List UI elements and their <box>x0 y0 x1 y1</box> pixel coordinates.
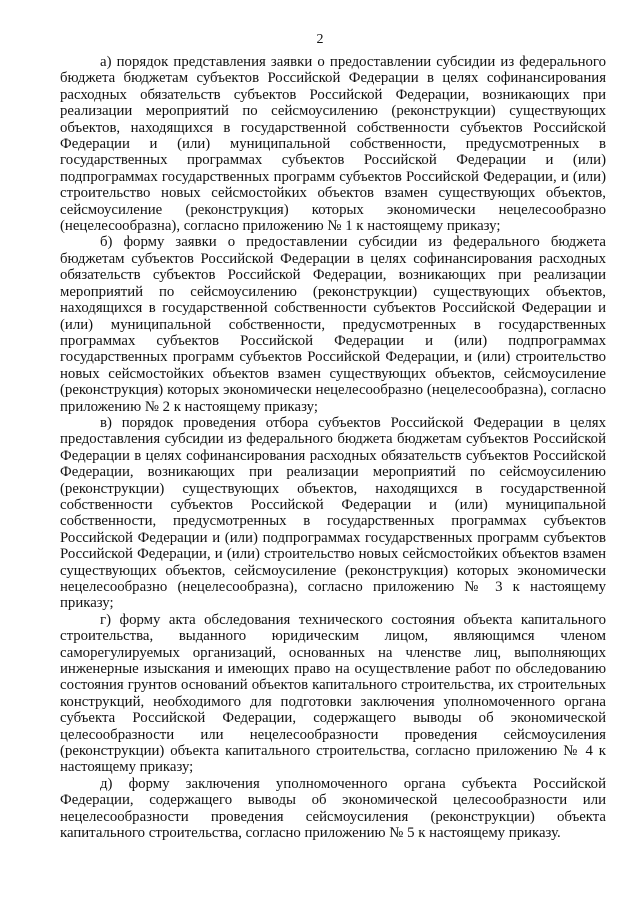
document-body <box>60 54 606 842</box>
paragraph-d: д) форму заключения уполномоченного органа субъекта Российской Федерации, содержащего выводы об экономической целесообразности или нецелесообразности проведения сейсмоусиления (реконструкции) объекта капитального строительства, согласно приложению № 5 к настоящему приказу. <box>60 775 606 842</box>
page-number: 2 <box>316 32 324 47</box>
paragraph-a: а) порядок представления заявки о предоставлении субсидии из федерального бюджета бюджетам субъектов Российской Федерации в целях софинансирования расходных обязательств субъектов Российской Федерации, возникающих при реализации мероприятий по сейсмоусилению (реконструкции) существующих объектов, находящихся в государственной собственности субъектов Российской Федерации и (или) муниципальной собственности, предусмотренных в государственных программах субъектов Российской Федерации и (или) подпрограммах государственных программ субъектов Российской Федерации, и (или) строительство новых сейсмостойких объектов взамен существующих объектов, сейсмоусиление (реконструкция) которых экономически нецелесообразно (нецелесообразна), согласно приложению № 1 к настоящему приказу; <box>60 54 606 235</box>
paragraph-v: в) порядок проведения отбора субъектов Российской Федерации в целях предоставления субсидии из федерального бюджета бюджетам субъектов Российской Федерации в целях софинансирования расходных обязательств субъектов Российской Федерации, возникающих при реализации мероприятий по сейсмоусилению (реконструкции) существующих объектов, находящихся в государственной собственности субъектов Российской Федерации и (или) муниципальной собственности, предусмотренных в государственных программах субъектов Российской Федерации и (или) подпрограммах государственных программ субъектов Российской Федерации, и (или) строительство новых сейсмостойких объектов взамен существующих объектов, сейсмоусиление (реконструкция) которых экономически нецелесообразно (нецелесообразна), согласно приложению № 3 к настоящему приказу; <box>60 414 606 612</box>
paragraph-g: г) форму акта обследования технического состояния объекта капитального строительства, выданного юридическим лицом, являющимся членом саморегулируемых организаций, основанных на членстве лиц, выполняющих инженерные изыскания и имеющих право на осуществление работ по обследованию состояния грунтов оснований объектов капитального строительства, их строительных конструкций, необходимого для подготовки заключения уполномоченного органа субъекта Российской Федерации, содержащего выводы об экономической целесообразности или нецелесообразности проведения сейсмоусиления (реконструкции) объекта капитального строительства, согласно приложению № 4 к настоящему приказу; <box>60 611 606 776</box>
paragraph-b: б) форму заявки о предоставлении субсидии из федерального бюджета бюджетам субъектов Российской Федерации в целях софинансирования расходных обязательств субъектов Российской Федерации, возникающих при реализации мероприятий по сейсмоусилению (реконструкции) существующих объектов, находящихся в государственной собственности субъектов Российской Федерации и (или) муниципальной собственности, предусмотренных в государственных программах субъектов Российской Федерации и (или) подпрограммах государственных программ субъектов Российской Федерации, и (или) строительство новых сейсмостойких объектов взамен существующих объектов, сейсмоусиление (реконструкция) которых экономически нецелесообразно (нецелесообразна), согласно приложению № 2 к настоящему приказу; <box>60 234 606 415</box>
